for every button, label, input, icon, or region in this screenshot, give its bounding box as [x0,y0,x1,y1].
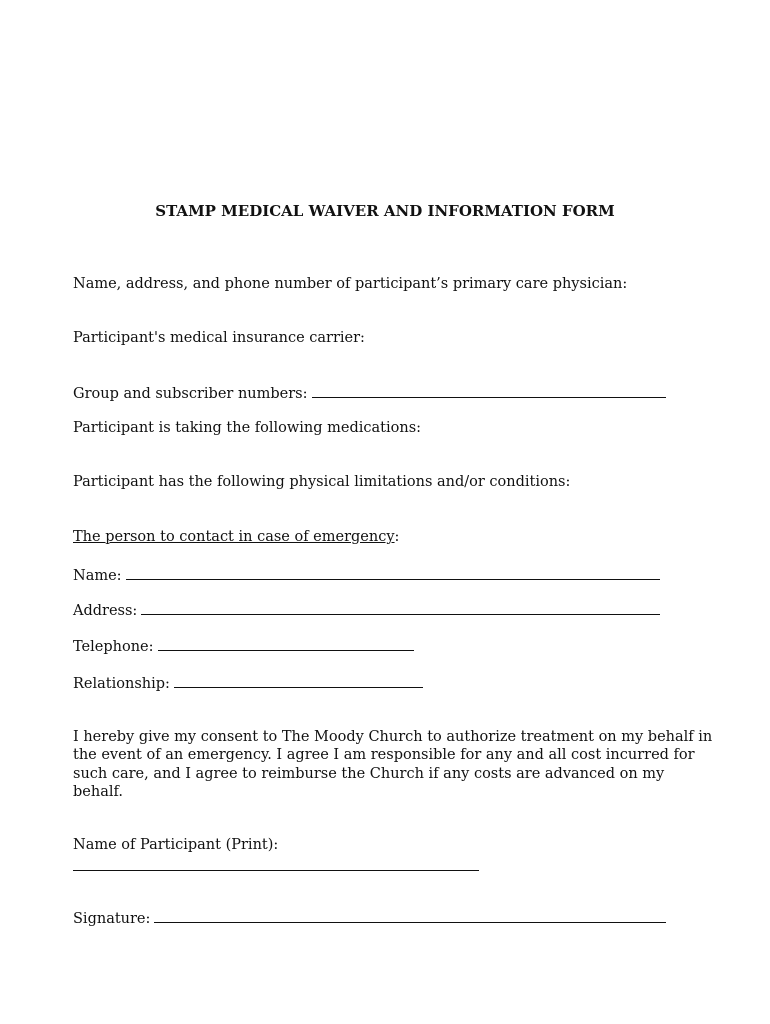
emergency-name-row [73,565,660,585]
physician-label: Name, address, and phone number of participant’s primary care physician: [73,276,628,292]
participant-name-label: Name of Participant (Print): [73,837,279,853]
signature-blank[interactable] [154,908,666,923]
emergency-heading: The person to contact in case of emergency [73,529,395,545]
limitations-label: Participant has the following physical limitations and/or conditions: [73,474,571,490]
participant-name-blank[interactable] [73,870,479,871]
signature-label: Signature: [73,911,151,927]
emergency-address-blank[interactable] [141,600,660,615]
insurance-label: Participant's medical insurance carrier: [73,330,365,346]
emergency-heading-row [73,528,399,546]
emergency-name-label: Name: [73,568,122,584]
group-numbers-row [73,383,666,403]
emergency-name-blank[interactable] [126,565,660,580]
consent-paragraph: I hereby give my consent to The Moody Church to authorize treatment on my behalf in the event of an emergency. I agree I am responsible for any and all cost incurred for such care, and I agree to reimburse the Church if any costs are advanced on my behalf. [73,729,713,800]
emergency-address-label: Address: [73,603,138,619]
emergency-relationship-row [73,673,423,693]
group-numbers-blank[interactable] [312,383,666,398]
signature-row [73,908,666,928]
emergency-telephone-blank[interactable] [158,636,414,651]
emergency-relationship-label: Relationship: [73,676,170,692]
emergency-relationship-blank[interactable] [174,673,423,688]
emergency-colon: : [394,529,400,545]
emergency-telephone-row [73,636,414,656]
form-title: STAMP MEDICAL WAIVER AND INFORMATION FORM [155,202,615,220]
emergency-address-row [73,600,660,620]
emergency-telephone-label: Telephone: [73,639,154,655]
group-numbers-label: Group and subscriber numbers: [73,386,308,402]
medications-label: Participant is taking the following medications: [73,420,422,436]
